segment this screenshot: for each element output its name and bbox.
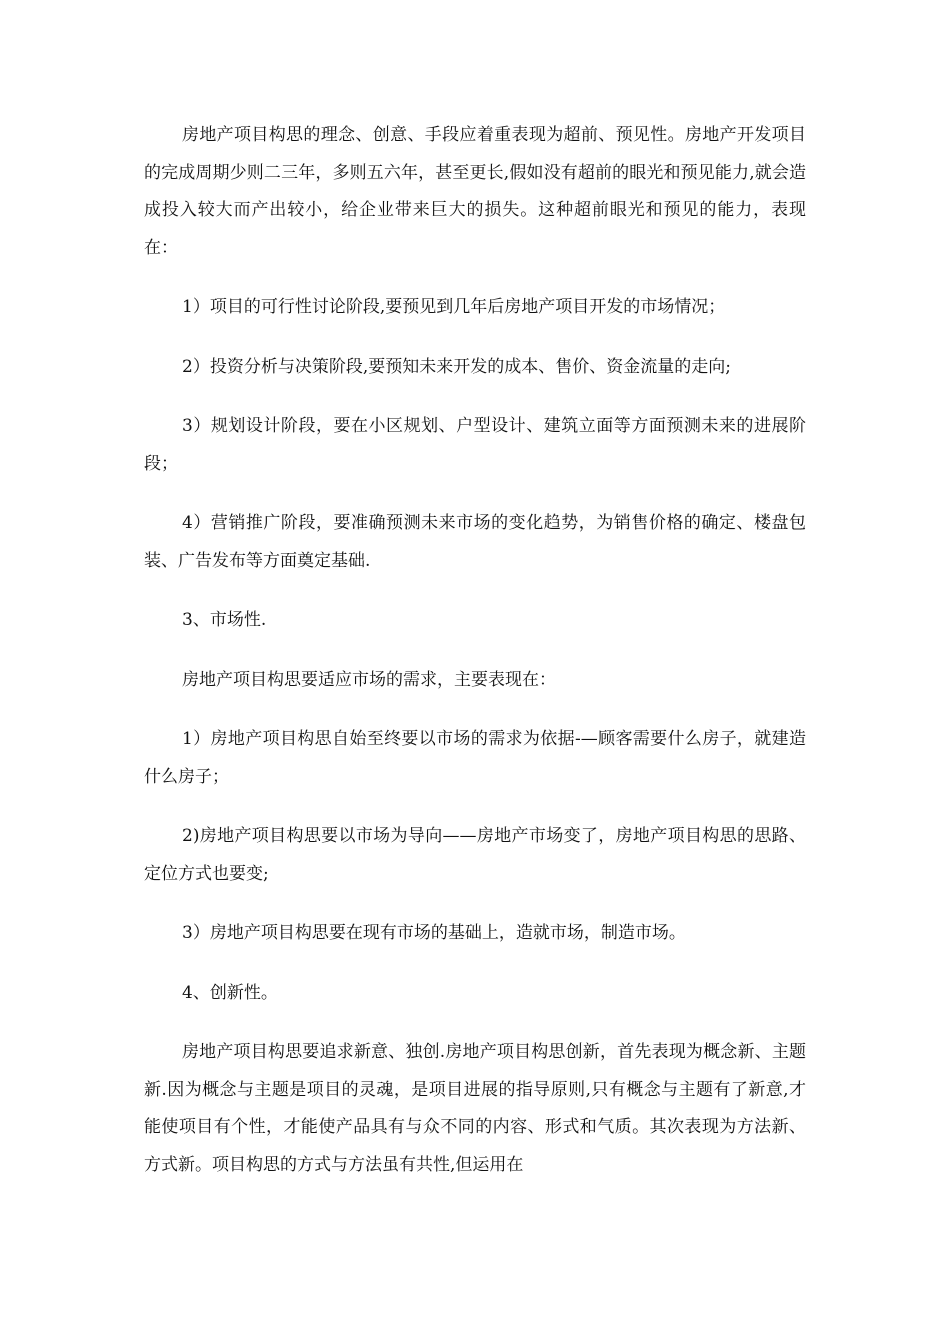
paragraph-planning-stage: 3）规划设计阶段，要在小区规划、户型设计、建筑立面等方面预测未来的进展阶段；	[144, 416, 806, 474]
paragraph-create-market: 3）房地产项目构思要在现有市场的基础上，造就市场，制造市场。	[182, 923, 686, 943]
section-heading-innovation: 4、创新性。	[182, 982, 278, 1003]
document-page	[144, 117, 806, 1206]
paragraph-feasibility-stage: 1）项目的可行性讨论阶段,要预见到几年后房地产项目开发的市场情况；	[182, 297, 726, 317]
section-heading-marketability: 3、市场性.	[182, 610, 267, 630]
paragraph-market-demand: 1）房地产项目构思自始至终要以市场的需求为依据-—顾客需要什么房子，就建造什么房子；	[144, 729, 806, 787]
paragraph-investment-stage: 2）投资分析与决策阶段,要预知未来开发的成本、售价、资金流量的走向;	[182, 356, 731, 377]
paragraph-marketing-stage: 4）营销推广阶段，要准确预测未来市场的变化趋势，为销售价格的确定、楼盘包装、广告发布等方面奠定基础.	[144, 513, 806, 571]
paragraph-foresight-intro: 房地产项目构思的理念、创意、手段应着重表现为超前、预见性。房地产开发项目的完成周期少则二三年，多则五六年，甚至更长,假如没有超前的眼光和预见能力,就会造成投入较大而产出较小，给企业带来巨大的损失。这种超前眼光和预见的能力，表现在：	[144, 125, 806, 258]
paragraph-market-intro: 房地产项目构思要适应市场的需求，主要表现在：	[182, 669, 556, 690]
paragraph-market-oriented: 2)房地产项目构思要以市场为导向——房地产市场变了，房地产项目构思的思路、定位方式也要变;	[144, 826, 806, 884]
paragraph-innovation-body: 房地产项目构思要追求新意、独创.房地产项目构思创新，首先表现为概念新、主题新.因为概念与主题是项目的灵魂，是项目进展的指导原则,只有概念与主题有了新意,才能使项目有个性，才能使产品具有与众不同的内容、形式和气质。其次表现为方法新、方式新。项目构思的方式与方法虽有共性,但运用在	[144, 1042, 806, 1175]
